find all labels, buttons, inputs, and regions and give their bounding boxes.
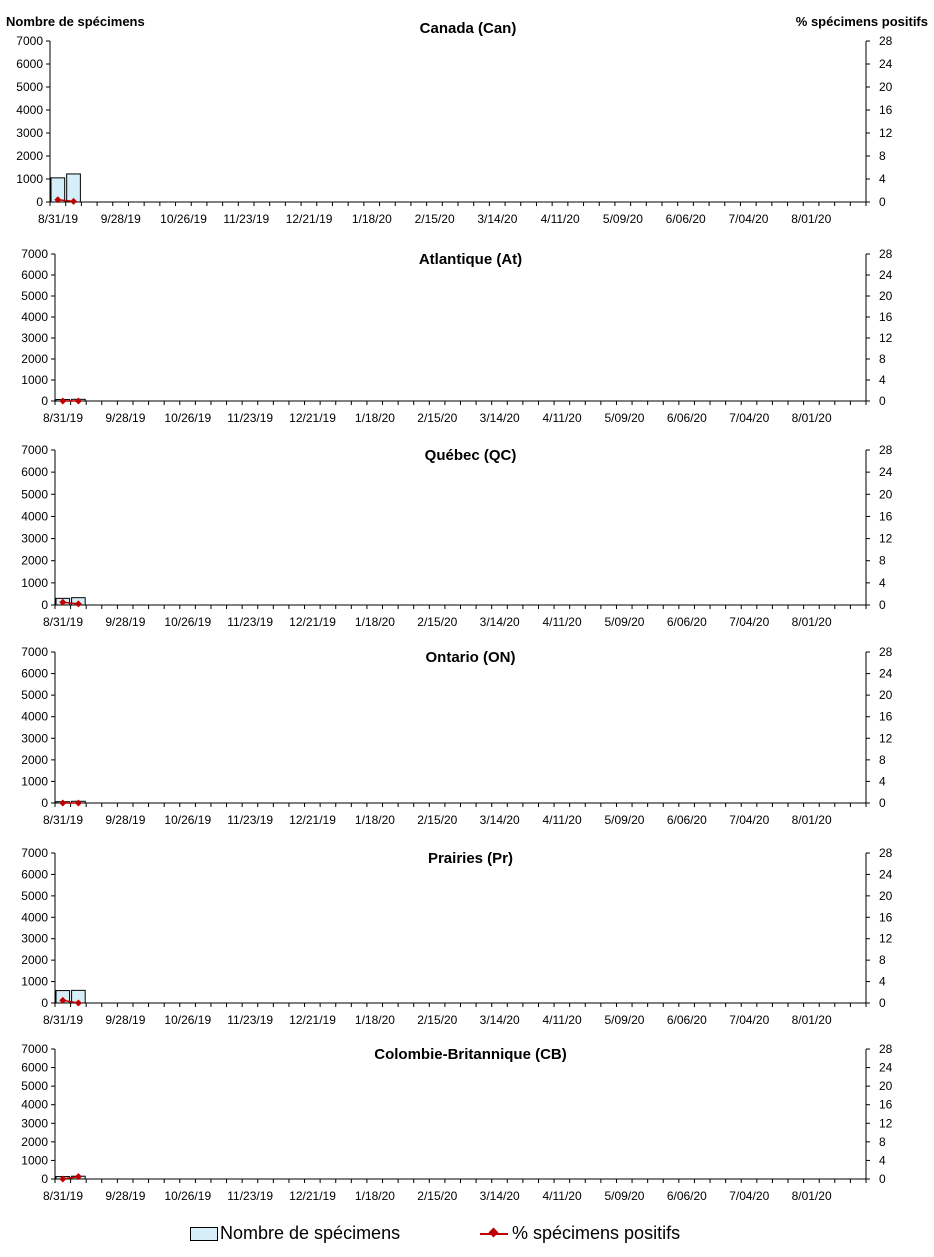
chart-title: Atlantique (At) xyxy=(418,251,523,268)
y-tick-label: 6000 xyxy=(21,666,48,681)
y-tick-label: 2000 xyxy=(21,553,48,568)
x-tick-label: 8/01/20 xyxy=(791,411,832,425)
x-tick-label: 10/26/19 xyxy=(164,1013,212,1027)
y2-tick-label: 20 xyxy=(879,888,893,903)
y-tick-label: 5000 xyxy=(21,888,48,903)
x-tick-label: 8/31/19 xyxy=(42,1189,84,1203)
x-tick-label: 10/26/19 xyxy=(164,411,212,425)
y2-tick-label: 12 xyxy=(879,731,893,746)
legend-bars-label: Nombre de spécimens xyxy=(220,1223,401,1243)
y2-tick-label: 24 xyxy=(879,1060,893,1075)
y-tick-label: 1000 xyxy=(21,575,48,590)
x-tick-label: 3/14/20 xyxy=(479,1189,520,1203)
y2-tick-label: 0 xyxy=(879,195,886,209)
x-tick-label: 3/14/20 xyxy=(479,615,520,629)
legend-item-bars xyxy=(190,1223,400,1244)
x-tick-label: 12/21/19 xyxy=(289,615,336,629)
y2-tick-label: 0 xyxy=(879,996,886,1010)
x-tick-label: 11/23/19 xyxy=(227,813,274,827)
y2-tick-label: 0 xyxy=(879,598,886,612)
y-tick-label: 4000 xyxy=(21,1097,48,1112)
x-tick-label: 1/18/20 xyxy=(351,212,392,226)
x-tick-label: 5/09/20 xyxy=(602,212,643,226)
y2-tick-label: 0 xyxy=(879,796,886,810)
y2-tick-label: 28 xyxy=(879,247,893,261)
chart-title: Prairies (Pr) xyxy=(427,850,514,867)
y2-tick-label: 4 xyxy=(879,373,886,387)
x-tick-label: 6/06/20 xyxy=(666,615,707,629)
x-tick-label: 9/28/19 xyxy=(100,212,141,226)
y2-tick-label: 24 xyxy=(879,57,893,71)
x-tick-label: 2/15/20 xyxy=(417,411,458,425)
x-tick-label: 7/04/20 xyxy=(729,1189,770,1203)
x-tick-label: 9/28/19 xyxy=(105,1189,146,1203)
x-tick-label: 4/11/20 xyxy=(542,1013,582,1027)
x-tick-label: 6/06/20 xyxy=(666,1013,707,1027)
y-tick-label: 4000 xyxy=(21,910,48,925)
x-tick-label: 2/15/20 xyxy=(414,212,455,226)
x-tick-label: 11/23/19 xyxy=(227,615,274,629)
y-tick-label: 3000 xyxy=(21,1116,48,1131)
x-tick-label: 8/01/20 xyxy=(791,212,832,226)
x-tick-label: 7/04/20 xyxy=(728,212,769,226)
y-tick-label: 0 xyxy=(41,598,48,612)
y-tick-label: 1000 xyxy=(21,1153,48,1168)
legend-line-label: % spécimens positifs xyxy=(512,1223,681,1243)
x-tick-label: 4/11/20 xyxy=(542,813,582,827)
x-tick-label: 11/23/19 xyxy=(227,411,274,425)
y2-tick-label: 4 xyxy=(879,974,886,989)
y-tick-label: 4000 xyxy=(21,310,48,324)
y-tick-label: 5000 xyxy=(16,80,43,94)
x-tick-label: 9/28/19 xyxy=(105,1013,146,1027)
legend-line-swatch xyxy=(480,1233,508,1235)
y-tick-label: 4000 xyxy=(21,509,48,524)
x-tick-label: 4/11/20 xyxy=(542,411,582,425)
y2-tick-label: 0 xyxy=(879,1172,886,1186)
x-tick-label: 11/23/19 xyxy=(227,1189,274,1203)
y2-tick-label: 28 xyxy=(879,443,893,457)
y2-tick-label: 8 xyxy=(879,752,886,767)
x-tick-label: 6/06/20 xyxy=(666,411,707,425)
x-tick-label: 6/06/20 xyxy=(666,1189,707,1203)
x-tick-label: 5/09/20 xyxy=(604,615,645,629)
x-tick-label: 2/15/20 xyxy=(417,1013,458,1027)
y-tick-label: 6000 xyxy=(21,867,48,882)
x-tick-label: 7/04/20 xyxy=(729,615,770,629)
y-tick-label: 4000 xyxy=(21,709,48,724)
x-tick-label: 2/15/20 xyxy=(417,615,458,629)
x-tick-label: 12/21/19 xyxy=(289,1013,336,1027)
x-tick-label: 10/26/19 xyxy=(164,1189,212,1203)
y-tick-label: 3000 xyxy=(21,731,48,746)
x-tick-label: 7/04/20 xyxy=(729,411,770,425)
y2-tick-label: 28 xyxy=(879,846,893,860)
y2-tick-label: 16 xyxy=(879,910,893,925)
chart-title: Colombie-Britannique (CB) xyxy=(374,1046,567,1063)
x-tick-label: 2/15/20 xyxy=(417,1189,458,1203)
y-tick-label: 3000 xyxy=(21,931,48,946)
x-tick-label: 4/11/20 xyxy=(542,1189,582,1203)
y-tick-label: 7000 xyxy=(21,846,48,860)
x-tick-label: 7/04/20 xyxy=(729,813,770,827)
y2-tick-label: 4 xyxy=(879,1153,886,1168)
right-axis-label: % spécimens positifs xyxy=(795,14,928,29)
x-tick-label: 6/06/20 xyxy=(666,813,707,827)
y2-tick-label: 12 xyxy=(879,331,893,345)
y-tick-label: 0 xyxy=(36,195,43,209)
chart-title: Ontario (ON) xyxy=(425,649,516,666)
x-tick-label: 3/14/20 xyxy=(479,1013,520,1027)
y2-tick-label: 20 xyxy=(879,688,893,703)
y-tick-label: 6000 xyxy=(21,268,48,282)
y-tick-label: 2000 xyxy=(21,752,48,767)
x-tick-label: 1/18/20 xyxy=(354,813,395,827)
x-tick-label: 8/31/19 xyxy=(42,411,84,425)
y2-tick-label: 4 xyxy=(879,172,886,186)
y2-tick-label: 28 xyxy=(879,34,893,48)
x-tick-label: 1/18/20 xyxy=(354,1013,395,1027)
y2-tick-label: 24 xyxy=(879,268,893,282)
y2-tick-label: 8 xyxy=(879,553,886,568)
y2-tick-label: 12 xyxy=(879,126,893,140)
y-tick-label: 6000 xyxy=(21,1060,48,1075)
y2-tick-label: 8 xyxy=(879,953,886,968)
y2-tick-label: 8 xyxy=(879,149,886,163)
y-tick-label: 3000 xyxy=(21,531,48,546)
line-point xyxy=(59,398,66,405)
x-tick-label: 12/21/19 xyxy=(285,212,333,226)
y2-tick-label: 20 xyxy=(879,487,893,502)
x-tick-label: 12/21/19 xyxy=(289,411,336,425)
y2-tick-label: 4 xyxy=(879,774,886,789)
y2-tick-label: 12 xyxy=(879,931,893,946)
y2-tick-label: 24 xyxy=(879,465,893,480)
x-tick-label: 3/14/20 xyxy=(477,212,518,226)
y2-tick-label: 16 xyxy=(879,103,893,117)
y2-tick-label: 4 xyxy=(879,575,886,590)
x-tick-label: 3/14/20 xyxy=(479,411,520,425)
x-tick-label: 4/11/20 xyxy=(540,212,580,226)
y2-tick-label: 24 xyxy=(879,867,893,882)
y-tick-label: 5000 xyxy=(21,487,48,502)
x-tick-label: 11/23/19 xyxy=(223,212,270,226)
y2-tick-label: 12 xyxy=(879,531,893,546)
x-tick-label: 6/06/20 xyxy=(665,212,706,226)
x-tick-label: 8/31/19 xyxy=(42,615,84,629)
chart-title: Québec (QC) xyxy=(424,447,517,464)
x-tick-label: 5/09/20 xyxy=(604,813,645,827)
line-point xyxy=(75,800,82,807)
x-tick-label: 2/15/20 xyxy=(417,813,458,827)
x-tick-label: 8/01/20 xyxy=(791,1189,832,1203)
x-tick-label: 1/18/20 xyxy=(354,615,395,629)
y-tick-label: 1000 xyxy=(21,373,48,387)
y-tick-label: 0 xyxy=(41,996,48,1010)
y2-tick-label: 20 xyxy=(879,289,893,303)
y-tick-label: 3000 xyxy=(16,126,43,140)
x-tick-label: 1/18/20 xyxy=(354,1189,395,1203)
y-tick-label: 0 xyxy=(41,1172,48,1186)
x-tick-label: 8/31/19 xyxy=(42,1013,84,1027)
x-tick-label: 9/28/19 xyxy=(105,615,146,629)
y-tick-label: 1000 xyxy=(21,974,48,989)
y-tick-label: 2000 xyxy=(21,352,48,366)
y2-tick-label: 20 xyxy=(879,1079,893,1094)
y2-tick-label: 0 xyxy=(879,394,886,408)
y-tick-label: 2000 xyxy=(16,149,43,163)
y2-tick-label: 8 xyxy=(879,352,886,366)
x-tick-label: 12/21/19 xyxy=(289,813,336,827)
y-tick-label: 3000 xyxy=(21,331,48,345)
y-tick-label: 7000 xyxy=(21,645,48,659)
x-tick-label: 7/04/20 xyxy=(729,1013,770,1027)
bar xyxy=(67,174,81,202)
x-tick-label: 10/26/19 xyxy=(164,615,212,629)
y-tick-label: 6000 xyxy=(21,465,48,480)
x-tick-label: 9/28/19 xyxy=(105,813,146,827)
chart-title: Canada (Can) xyxy=(419,20,517,37)
line-point xyxy=(59,800,66,807)
y-tick-label: 5000 xyxy=(21,1079,48,1094)
x-tick-label: 5/09/20 xyxy=(604,411,645,425)
y2-tick-label: 20 xyxy=(879,80,893,94)
y2-tick-label: 16 xyxy=(879,709,893,724)
x-tick-label: 10/26/19 xyxy=(160,212,207,226)
x-tick-label: 9/28/19 xyxy=(105,411,146,425)
x-tick-label: 10/26/19 xyxy=(164,813,212,827)
x-tick-label: 8/01/20 xyxy=(791,615,832,629)
x-tick-label: 8/31/19 xyxy=(42,813,84,827)
y-tick-label: 7000 xyxy=(21,1042,48,1056)
y-tick-label: 0 xyxy=(41,394,48,408)
y-tick-label: 1000 xyxy=(16,172,43,186)
y2-tick-label: 24 xyxy=(879,666,893,681)
y-tick-label: 6000 xyxy=(16,57,43,71)
legend-item-line xyxy=(480,1223,680,1244)
x-tick-label: 12/21/19 xyxy=(289,1189,336,1203)
y-tick-label: 7000 xyxy=(16,34,43,48)
x-tick-label: 4/11/20 xyxy=(542,615,582,629)
legend-bar-swatch xyxy=(190,1227,218,1241)
left-axis-label: Nombre de spécimens xyxy=(6,14,145,29)
x-tick-label: 5/09/20 xyxy=(604,1013,645,1027)
y-tick-label: 0 xyxy=(41,796,48,810)
x-tick-label: 8/01/20 xyxy=(791,1013,832,1027)
y2-tick-label: 12 xyxy=(879,1116,893,1131)
y-tick-label: 1000 xyxy=(21,774,48,789)
y-tick-label: 7000 xyxy=(21,247,48,261)
y-tick-label: 7000 xyxy=(21,443,48,457)
legend xyxy=(190,1223,750,1247)
y2-tick-label: 16 xyxy=(879,310,893,324)
y-tick-label: 5000 xyxy=(21,289,48,303)
y-tick-label: 2000 xyxy=(21,1134,48,1149)
x-tick-label: 3/14/20 xyxy=(479,813,520,827)
x-tick-label: 8/01/20 xyxy=(791,813,832,827)
y2-tick-label: 8 xyxy=(879,1134,886,1149)
y2-tick-label: 28 xyxy=(879,1042,893,1056)
y-tick-label: 5000 xyxy=(21,688,48,703)
x-tick-label: 8/31/19 xyxy=(37,212,79,226)
y-tick-label: 2000 xyxy=(21,953,48,968)
line-point xyxy=(75,398,82,405)
x-tick-label: 1/18/20 xyxy=(354,411,395,425)
x-tick-label: 5/09/20 xyxy=(604,1189,645,1203)
x-tick-label: 11/23/19 xyxy=(227,1013,274,1027)
y2-tick-label: 16 xyxy=(879,1097,893,1112)
y-tick-label: 4000 xyxy=(16,103,43,117)
y2-tick-label: 16 xyxy=(879,509,893,524)
y2-tick-label: 28 xyxy=(879,645,893,659)
